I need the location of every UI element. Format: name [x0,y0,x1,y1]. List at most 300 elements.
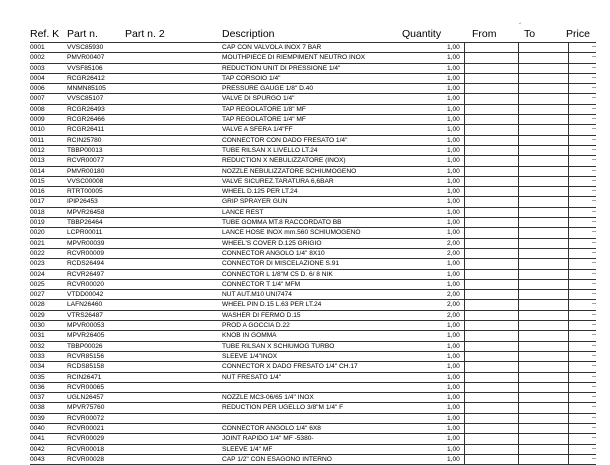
cell-quantity: 1,00 [447,373,460,381]
cell-part-number: MPVR00053 [67,322,105,330]
cell-from [464,53,519,62]
cell-from [464,331,519,340]
cell-price [568,146,597,155]
cell-from [464,280,519,289]
cell-price-value: -- [592,177,596,184]
cell-quantity: 1,00 [447,198,460,206]
cell-price [568,84,597,93]
cell-price [568,352,597,361]
header-part-n2: Part n. 2 [125,28,165,40]
cell-part-number: PMVR00407 [67,54,105,62]
cell-price [568,280,597,289]
cell-price-value: -- [592,291,596,298]
cell-to [518,167,569,176]
cell-description: GRIP SPRAYER GUN [222,198,288,206]
cell-part-number: RCVR85156 [67,352,105,360]
cell-description: PROD A GOCCIA D.22 [222,322,290,330]
cell-price-value: -- [592,136,596,143]
cell-part-number: VTDD00042 [67,291,104,299]
cell-part-number: RCVR00009 [67,249,105,257]
cell-price [568,218,597,227]
cell-to [518,331,569,340]
table-row [30,434,596,444]
cell-part-number: RCVR00072 [67,414,105,422]
cell-ref: 0021 [30,239,45,247]
table-row [30,197,596,207]
cell-ref: 0020 [30,229,45,237]
cell-ref: 0039 [30,414,45,422]
cell-part-number: RCVR00021 [67,424,105,432]
cell-part-number: RCDS26494 [67,260,105,268]
table-row [30,208,596,218]
cell-price [568,228,597,237]
cell-from [464,414,519,423]
table-row [30,64,596,74]
table-row [30,311,596,321]
cell-price-value: -- [592,229,596,236]
cell-from [464,197,519,206]
cell-part-number: RCVR26497 [67,270,105,278]
cell-quantity: 1,00 [447,177,460,185]
cell-to [518,352,569,361]
cell-part-number: UGLN26457 [67,394,104,402]
cell-description: CONNECTOR T 1/4" MFM [222,280,301,288]
cell-ref: 0015 [30,177,45,185]
cell-description: KNOB IN GOMMA [222,332,277,340]
cell-price-value: -- [592,455,596,462]
table-row [30,352,596,362]
cell-price [568,445,597,454]
cell-ref: 0033 [30,352,45,360]
cell-price-value: -- [592,280,596,287]
cell-price [568,321,597,330]
cell-ref: 0027 [30,291,45,299]
cell-description: TAP CORSOIO 1/4" [222,74,281,82]
cell-description: CONNECTOR X DADO FRESATO 1/4" CH.17 [222,363,358,371]
cell-description: TUBE RILSAN X SCHIUMOG TURBO [222,342,335,350]
cell-ref: 0032 [30,342,45,350]
cell-ref: 0031 [30,332,45,340]
cell-from [464,321,519,330]
cell-to [518,424,569,433]
cell-price [568,373,597,382]
cell-price-value: -- [592,116,596,123]
cell-ref: 0023 [30,260,45,268]
table-row [30,290,596,300]
cell-part-number: MPVR00039 [67,239,105,247]
cell-description: WHEEL D.125 PER LT.24 [222,188,298,196]
cell-ref: 0034 [30,363,45,371]
cell-quantity: 1,00 [447,424,460,432]
cell-price [568,94,597,103]
cell-ref: 0041 [30,435,45,443]
cell-description: NOZZLE NEBULIZZATORE SCHIUMOGENO [222,167,357,175]
cell-to [518,64,569,73]
cell-ref: 0006 [30,85,45,93]
cell-price [568,43,597,52]
cell-from [464,74,519,83]
cell-price [568,53,597,62]
cell-quantity: 1,00 [447,394,460,402]
cell-price [568,424,597,433]
cell-price [568,300,597,309]
cell-part-number: MPVR26458 [67,208,105,216]
cell-part-number: RCVR00028 [67,455,105,463]
cell-description: SLEEVE 1/4"INOX [222,352,278,360]
table-row [30,259,596,269]
cell-ref: 0042 [30,445,45,453]
cell-price [568,136,597,145]
cell-price [568,74,597,83]
cell-price-value: -- [592,249,596,256]
cell-to [518,445,569,454]
cell-ref: 0011 [30,136,45,144]
cell-to [518,94,569,103]
cell-price-value: -- [592,301,596,308]
cell-ref: 0030 [30,322,45,330]
cell-quantity: 1,00 [447,44,460,51]
cell-to [518,218,569,227]
cell-price-value: -- [592,198,596,205]
cell-price-value: -- [592,157,596,164]
cell-part-number: RTRT00005 [67,188,103,196]
cell-from [464,259,519,268]
cell-to [518,373,569,382]
cell-description: WHEEL PIN D.15 L.63 PER LT.24 [222,301,322,309]
cell-quantity: 1,00 [447,167,460,175]
cell-from [464,403,519,412]
cell-price [568,156,597,165]
cell-from [464,445,519,454]
cell-quantity: 1,00 [447,95,460,103]
header-part-n: Part n. [67,28,98,40]
cell-description: VALVE DI SPURGO 1/4" [222,95,295,103]
cell-quantity: 1,00 [447,363,460,371]
cell-from [464,393,519,402]
table-row [30,42,596,53]
cell-quantity: 2,00 [447,249,460,257]
cell-price [568,311,597,320]
cell-ref: 0037 [30,394,45,402]
cell-part-number: TBBP00026 [67,342,103,350]
cell-description: NUT FRESATO 1/4" [222,373,282,381]
cell-price-value: -- [592,445,596,452]
table-row [30,383,596,393]
cell-description: TAP REGOLATORE 1/4" MF [222,116,306,124]
cell-part-number: RCVR00077 [67,157,105,165]
cell-ref: 0035 [30,373,45,381]
table-row [30,270,596,280]
cell-price [568,403,597,412]
cell-part-number: RCGR26493 [67,105,105,113]
cell-ref: 0013 [30,157,45,165]
cell-from [464,218,519,227]
cell-price-value: -- [592,208,596,215]
cell-price-value: -- [592,85,596,92]
table-row [30,393,596,403]
cell-from [464,455,519,464]
cell-price [568,115,597,124]
cell-from [464,64,519,73]
cell-from [464,362,519,371]
table-row [30,331,596,341]
cell-price [568,342,597,351]
cell-from [464,373,519,382]
cell-description: REDUCTION UNIT DI PRESSIONE 1/4" [222,64,341,72]
cell-to [518,321,569,330]
cell-to [518,53,569,62]
cell-to [518,280,569,289]
cell-to [518,290,569,299]
table-row [30,249,596,259]
cell-part-number: LCPR00011 [67,229,103,237]
cell-description: VALVE SICUREZ.TARATURA 6,6BAR [222,177,334,185]
cell-quantity: 1,00 [447,404,460,412]
cell-price-value: -- [592,105,596,112]
cell-quantity: 2,00 [447,301,460,309]
cell-to [518,300,569,309]
cell-price [568,197,597,206]
cell-quantity: 1,00 [447,146,460,154]
cell-description: JOINT RAPIDO 1/4" MF -5380- [222,435,314,443]
cell-part-number: RCGR26412 [67,74,105,82]
cell-to [518,228,569,237]
table-row [30,187,596,197]
cell-ref: 0012 [30,146,45,154]
cell-price-value: -- [592,352,596,359]
cell-ref: 0008 [30,105,45,113]
cell-part-number: RCVR00020 [67,280,105,288]
table-row [30,177,596,187]
cell-to [518,187,569,196]
cell-ref: 0001 [30,44,45,51]
cell-price-value: -- [592,64,596,71]
cell-to [518,115,569,124]
cell-from [464,424,519,433]
cell-to [518,434,569,443]
cell-part-number: TBBP26464 [67,219,103,227]
cell-part-number: VVSC85107 [67,95,104,103]
cell-price-value: -- [592,363,596,370]
table-header [0,28,610,42]
table-row [30,300,596,310]
cell-ref: 0025 [30,280,45,288]
cell-to [518,383,569,392]
cell-from [464,43,519,52]
cell-part-number: PMVR00180 [67,167,105,175]
cell-quantity: 1,00 [447,54,460,62]
cell-price-value: -- [592,44,596,50]
cell-quantity: 1,00 [447,136,460,144]
header-price: Price [566,28,590,40]
cell-description: TAP REGOLATORE 1/8" MF [222,105,306,113]
cell-description: CONNECTOR L 1/8"M C5 D. 6/ 8 NIK [222,270,333,278]
cell-ref: 0004 [30,74,45,82]
cell-to [518,125,569,134]
cell-description: LANCE HOSE INOX mm.560 SCHIUMOGENO [222,229,361,237]
cell-price-value: -- [592,54,596,61]
cell-description: TUBE GOMMA MT.8 RACCORDATO BB [222,219,342,227]
cell-quantity: 2,00 [447,311,460,319]
cell-quantity: 1,00 [447,229,460,237]
cell-to [518,362,569,371]
cell-to [518,414,569,423]
cell-price-value: -- [592,383,596,390]
cell-quantity: 1,00 [447,280,460,288]
cell-ref: 0009 [30,116,45,124]
cell-ref: 0007 [30,95,45,103]
cell-price-value: -- [592,146,596,153]
table-row [30,218,596,228]
cell-part-number: RCIN26471 [67,373,102,381]
cell-from [464,383,519,392]
table-row [30,167,596,177]
cell-price [568,383,597,392]
table-row [30,373,596,383]
cell-to [518,146,569,155]
cell-quantity: 1,00 [447,332,460,340]
cell-part-number: RCVR00029 [67,435,105,443]
cell-price [568,414,597,423]
cell-description: REDUCTION X NEBULIZZATORE (INOX) [222,157,346,165]
cell-part-number: VVSF85106 [67,64,103,72]
cell-quantity: 2,00 [447,239,460,247]
cell-price [568,249,597,258]
cell-to [518,239,569,248]
cell-to [518,342,569,351]
cell-quantity: 1,00 [447,322,460,330]
cell-quantity: 1,00 [447,188,460,196]
cell-description: NUT AUT.M10 UNI7474 [222,291,292,299]
cell-part-number: RCDS85158 [67,363,105,371]
cell-price [568,177,597,186]
cell-from [464,208,519,217]
cell-from [464,342,519,351]
cell-quantity: 1,00 [447,157,460,165]
cell-ref: 0014 [30,167,45,175]
cell-to [518,393,569,402]
cell-from [464,136,519,145]
tick-mark: ´ [519,22,522,31]
header-quantity: Quantity [402,28,442,40]
cell-price-value: -- [592,332,596,339]
cell-price-value: -- [592,219,596,226]
cell-quantity: 1,00 [447,74,460,82]
cell-part-number: VTRS26487 [67,311,103,319]
cell-part-number: RCGR26466 [67,116,105,124]
cell-from [464,300,519,309]
cell-price [568,125,597,134]
cell-from [464,115,519,124]
cell-from [464,311,519,320]
cell-price-value: -- [592,414,596,421]
cell-quantity: 1,00 [447,260,460,268]
cell-part-number: TBBP00013 [67,146,103,154]
cell-description: CAP CON VALVOLA INOX 7 BAR [222,44,322,51]
cell-part-number: RCIN25780 [67,136,102,144]
cell-ref: 0043 [30,455,45,463]
cell-ref: 0029 [30,311,45,319]
cell-price-value: -- [592,270,596,277]
cell-part-number: IPIP26453 [67,198,98,206]
cell-description: WASHER DI FERMO D.15 [222,311,301,319]
cell-description: NOZZLE MC3-06/65 1/4" INOX [222,394,314,402]
cell-from [464,228,519,237]
table-row [30,424,596,434]
table-row [30,125,596,135]
cell-ref: 0036 [30,383,45,391]
cell-part-number: MNMN85105 [67,85,106,93]
cell-price [568,208,597,217]
table-row [30,280,596,290]
cell-quantity: 1,00 [447,455,460,463]
cell-ref: 0010 [30,126,45,134]
cell-quantity: 1,00 [447,85,460,93]
cell-to [518,84,569,93]
cell-from [464,167,519,176]
table-row [30,403,596,413]
cell-quantity: 1,00 [447,219,460,227]
cell-to [518,136,569,145]
cell-to [518,259,569,268]
cell-quantity: 1,00 [447,105,460,113]
cell-price-value: -- [592,95,596,102]
cell-part-number: MPVR75760 [67,404,105,412]
table-row [30,362,596,372]
cell-description: VALVE A SFERA 1/4"FF [222,126,293,134]
cell-quantity: 1,00 [447,435,460,443]
cell-from [464,94,519,103]
cell-price-value: -- [592,342,596,349]
table-row [30,84,596,94]
cell-from [464,270,519,279]
cell-price [568,239,597,248]
table-row [30,53,596,63]
header-ref-k: Ref. K [30,28,60,40]
header-description: Description [222,28,275,40]
cell-price-value: -- [592,188,596,195]
cell-price-value: -- [592,435,596,442]
cell-quantity: 2,00 [447,291,460,299]
cell-price [568,187,597,196]
cell-ref: 0024 [30,270,45,278]
cell-description: LANCE REST [222,208,264,216]
cell-from [464,146,519,155]
cell-to [518,403,569,412]
cell-to [518,455,569,464]
cell-price-value: -- [592,126,596,133]
cell-price [568,393,597,402]
table-row [30,239,596,249]
cell-description: PRESSURE GAUGE 1/8" D.40 [222,85,314,93]
cell-price [568,105,597,114]
cell-description: CAP 1/2" CON ESAGONO INTERNO [222,455,332,463]
cell-quantity: 1,00 [447,64,460,72]
cell-part-number: RCGR26411 [67,126,105,134]
cell-quantity: 1,00 [447,414,460,422]
cell-ref: 0017 [30,198,45,206]
cell-ref: 0019 [30,219,45,227]
cell-part-number: VVSC00008 [67,177,104,185]
cell-to [518,105,569,114]
cell-ref: 0016 [30,188,45,196]
cell-part-number: RCVR00065 [67,383,105,391]
cell-from [464,156,519,165]
cell-price [568,64,597,73]
cell-to [518,311,569,320]
cell-part-number: MPVR26405 [67,332,105,340]
cell-quantity: 1,00 [447,342,460,350]
